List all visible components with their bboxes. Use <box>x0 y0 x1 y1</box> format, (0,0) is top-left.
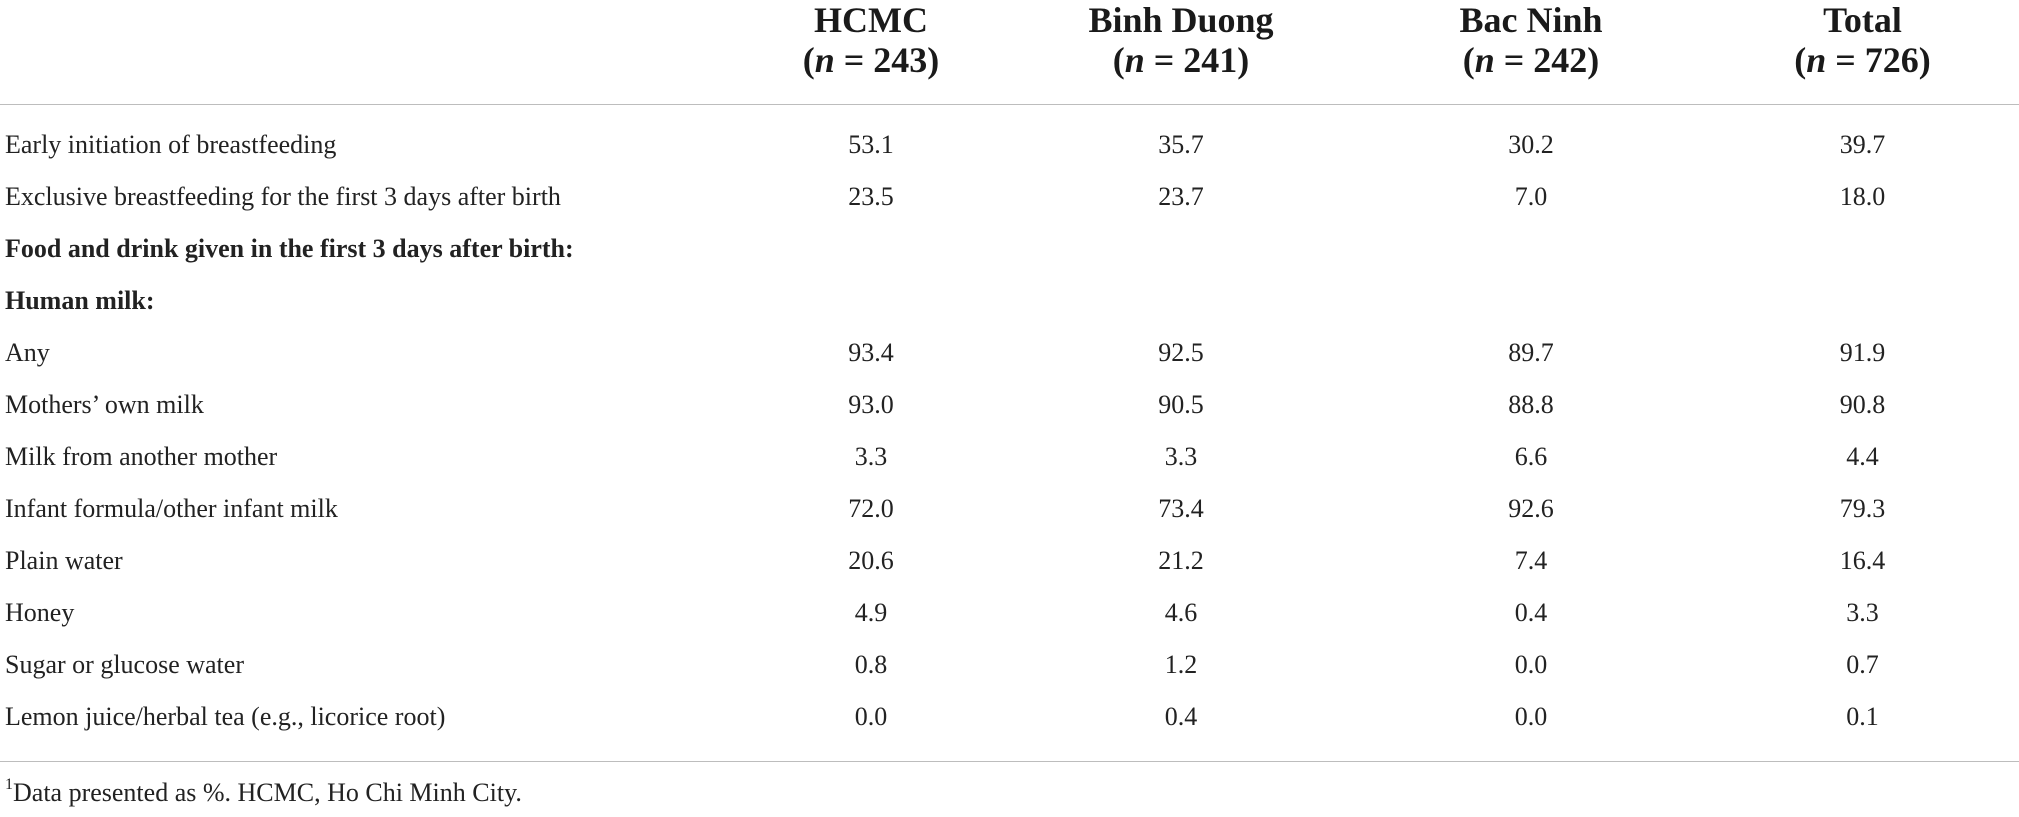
cell-bac-ninh: 0.0 <box>1514 650 1548 679</box>
cell-bac-ninh: 7.4 <box>1514 546 1548 575</box>
cell-total: 79.3 <box>1839 494 1886 523</box>
n-value: 243 <box>873 40 928 80</box>
header-row <box>0 0 2019 105</box>
cell-binh-duong: 23.7 <box>1158 182 1204 211</box>
table-row <box>0 327 2019 379</box>
cell-hcmc: 72.0 <box>848 494 894 523</box>
cell-hcmc: 20.6 <box>848 546 894 575</box>
footnote-marker: 1 <box>5 776 13 793</box>
table-body <box>0 105 2019 744</box>
header-total <box>1706 0 2019 105</box>
cell-total: 0.7 <box>1846 650 1879 679</box>
column-name: Total <box>1823 0 1902 40</box>
n-value: 242 <box>1533 40 1588 80</box>
table-header <box>0 0 2019 105</box>
cell-binh-duong: 21.2 <box>1158 546 1204 575</box>
cell-total: 4.4 <box>1846 442 1879 471</box>
footnote-text: Data presented as %. HCMC, Ho Chi Minh City. <box>13 778 522 807</box>
cell-bac-ninh: 6.6 <box>1514 442 1548 471</box>
cell-bac-ninh: 89.7 <box>1508 338 1554 367</box>
cell-binh-duong: 90.5 <box>1158 390 1204 419</box>
cell-total: 3.3 <box>1846 598 1879 627</box>
cell-hcmc: 23.5 <box>848 182 894 211</box>
row-label: Infant formula/other infant milk <box>5 494 338 523</box>
cell-binh-duong: 35.7 <box>1158 130 1204 159</box>
cell-bac-ninh: 0.0 <box>1514 702 1548 731</box>
n-value: 726 <box>1864 40 1919 80</box>
n-symbol: n <box>1474 40 1495 80</box>
row-label: Mothers’ own milk <box>5 390 204 419</box>
cell-hcmc: 3.3 <box>854 442 888 471</box>
cell-binh-duong: 4.6 <box>1164 598 1198 627</box>
cell-bac-ninh: 7.0 <box>1514 182 1548 211</box>
footnote-divider <box>0 761 2019 762</box>
row-label: Plain water <box>5 546 123 575</box>
header-hcmc <box>736 0 1006 105</box>
table-row <box>0 691 2019 743</box>
cell-hcmc: 53.1 <box>848 130 894 159</box>
row-label: Any <box>5 338 50 367</box>
cell-binh-duong: 92.5 <box>1158 338 1204 367</box>
column-name: HCMC <box>814 0 928 40</box>
table-row <box>0 105 2019 172</box>
cell-binh-duong: 1.2 <box>1164 650 1198 679</box>
column-sample-size: (n = 243) <box>802 40 940 80</box>
row-label: Exclusive breastfeeding for the first 3 days after birth <box>5 182 561 211</box>
row-label: Lemon juice/herbal tea (e.g., licorice root) <box>5 702 446 731</box>
cell-total: 90.8 <box>1839 390 1886 419</box>
row-label: Milk from another mother <box>5 442 278 471</box>
row-label: Honey <box>5 598 75 627</box>
cell-total: 18.0 <box>1839 182 1886 211</box>
header-label-spacer <box>0 0 736 105</box>
cell-total: 39.7 <box>1839 130 1886 159</box>
section-heading: Food and drink given in the first 3 days after birth: <box>5 234 574 263</box>
header-binh-duong <box>1006 0 1356 105</box>
header-bac-ninh <box>1356 0 1706 105</box>
table-row <box>0 171 2019 223</box>
n-symbol: n <box>1806 40 1827 80</box>
section-heading: Human milk: <box>5 286 155 315</box>
section-row <box>0 275 2019 327</box>
row-label: Early initiation of breastfeeding <box>5 130 337 159</box>
cell-bac-ninh: 30.2 <box>1508 130 1554 159</box>
section-row <box>0 223 2019 275</box>
n-symbol: n <box>814 40 835 80</box>
cell-hcmc: 93.0 <box>848 390 894 419</box>
cell-binh-duong: 73.4 <box>1158 494 1204 523</box>
n-value: 241 <box>1183 40 1238 80</box>
column-name: Bac Ninh <box>1459 0 1603 40</box>
table-row <box>0 379 2019 431</box>
cell-hcmc: 0.0 <box>854 702 888 731</box>
table-row <box>0 431 2019 483</box>
cell-bac-ninh: 0.4 <box>1514 598 1548 627</box>
cell-hcmc: 0.8 <box>854 650 888 679</box>
column-sample-size: (n = 242) <box>1462 40 1600 80</box>
cell-bac-ninh: 88.8 <box>1508 390 1554 419</box>
cell-total: 91.9 <box>1839 338 1886 367</box>
column-name: Binh Duong <box>1088 0 1274 40</box>
table-row <box>0 535 2019 587</box>
cell-bac-ninh: 92.6 <box>1508 494 1554 523</box>
table-row <box>0 483 2019 535</box>
cell-hcmc: 93.4 <box>848 338 894 367</box>
n-symbol: n <box>1124 40 1145 80</box>
cell-binh-duong: 0.4 <box>1164 702 1198 731</box>
column-sample-size: (n = 726) <box>1794 40 1931 80</box>
column-sample-size: (n = 241) <box>1112 40 1250 80</box>
row-label: Sugar or glucose water <box>5 650 244 679</box>
table-footnote <box>5 778 522 808</box>
cell-binh-duong: 3.3 <box>1164 442 1198 471</box>
cell-total: 0.1 <box>1846 702 1879 731</box>
table-row <box>0 639 2019 691</box>
cell-total: 16.4 <box>1839 546 1886 575</box>
cell-hcmc: 4.9 <box>854 598 888 627</box>
table-row <box>0 587 2019 639</box>
